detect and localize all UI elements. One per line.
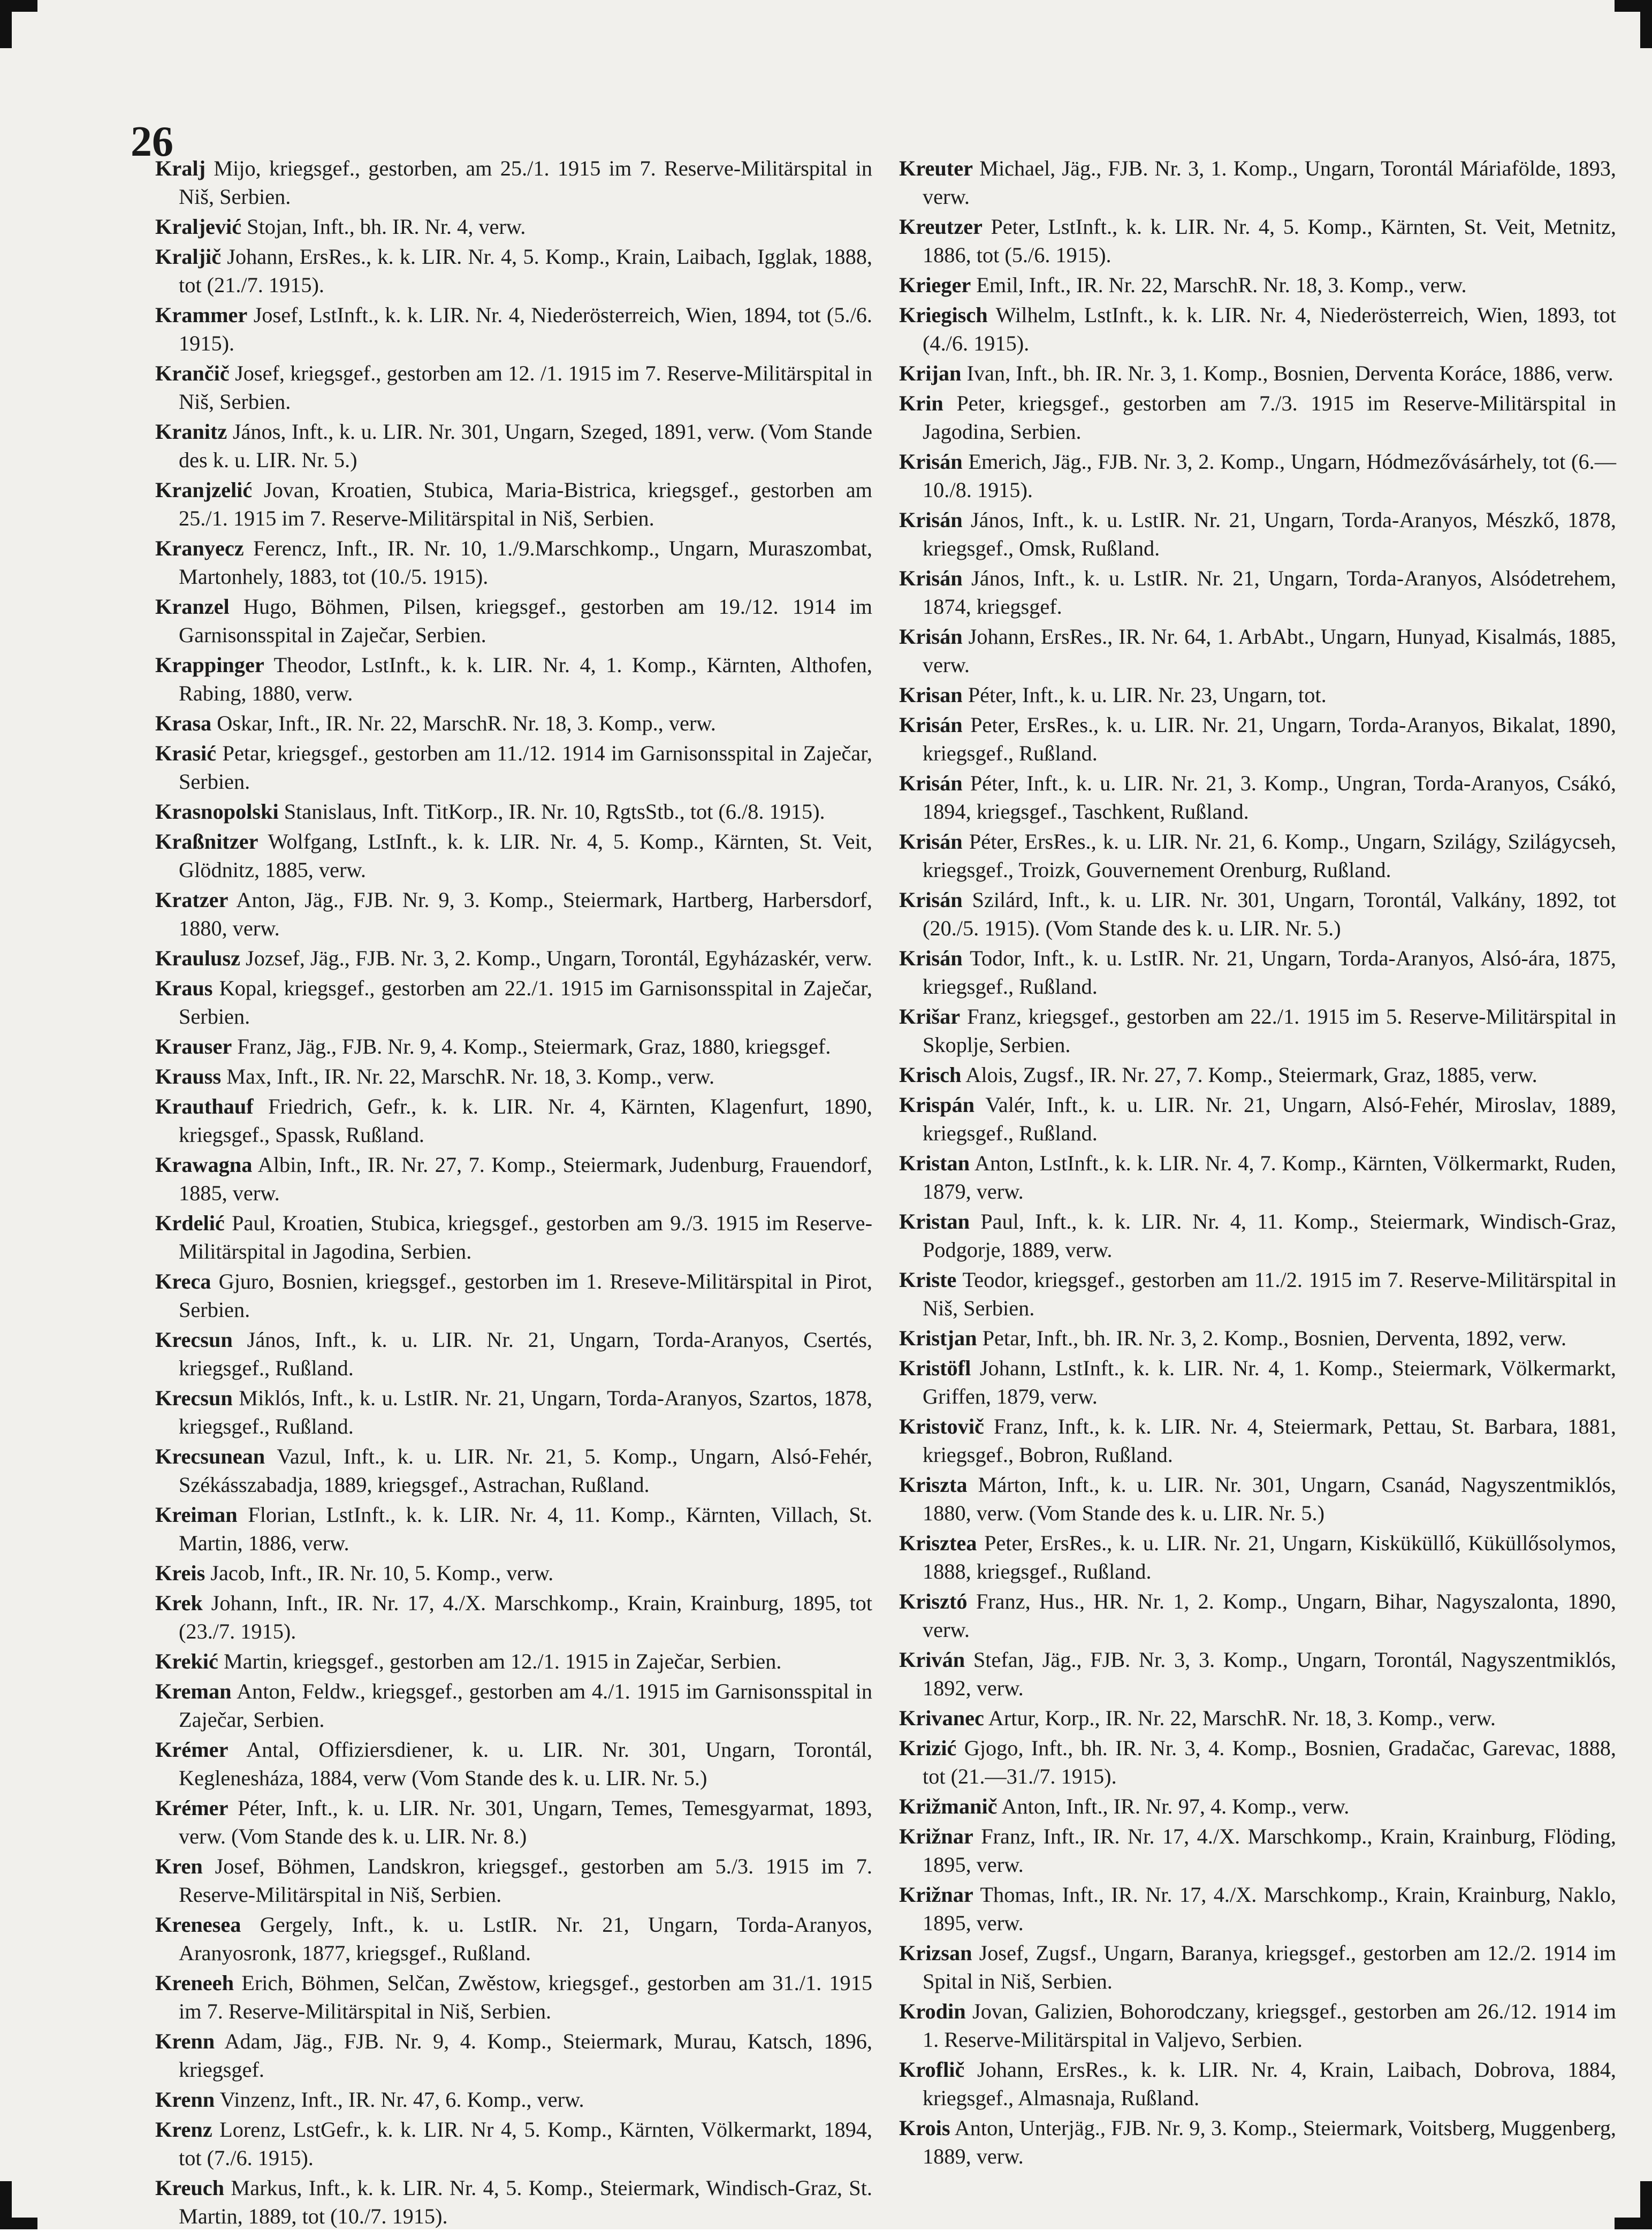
entry-details: Peter, ErsRes., k. u. LIR. Nr. 21, Ungarn, Torda-Aranyos, Bikalat, 1890, kriegsgef., Rußland. (923, 713, 1616, 765)
entry-details: Johann, Inft., IR. Nr. 17, 4./X. Marschkomp., Krain, Krainburg, 1895, tot (23./7. 1915). (179, 1591, 872, 1643)
entry-surname: Krizić (899, 1736, 957, 1760)
register-entry (155, 1442, 872, 1499)
register-entry (155, 2115, 872, 2172)
entry-surname: Krišar (899, 1004, 961, 1029)
entry-details: Johann, ErsRes., k. k. LIR. Nr. 4, Krain, Laibach, Dobrova, 1884, kriegsgef., Almasnaja, Rußland. (923, 2058, 1616, 2110)
register-entry (899, 1646, 1616, 1702)
entry-details: Gergely, Inft., k. u. LstIR. Nr. 21, Ungarn, Torda-Aranyos, Aranyosronk, 1877, kriegsgef., Rußland. (179, 1913, 872, 1965)
register-entry (155, 1151, 872, 1207)
register-entry (899, 301, 1616, 357)
register-entry (155, 1500, 872, 1557)
entry-details: Franz, Jäg., FJB. Nr. 9, 4. Komp., Steiermark, Graz, 1880, kriegsgef. (232, 1034, 831, 1058)
entry-surname: Krisán (899, 508, 963, 532)
register-entry (899, 1471, 1616, 1527)
entry-surname: Krisán (899, 624, 963, 649)
register-entry (155, 1092, 872, 1149)
entry-details: Josef, Zugsf., Ungarn, Baranya, kriegsgef., gestorben am 12./2. 1914 im Spital in Niš, Serbien. (923, 1941, 1616, 1993)
register-entry (899, 827, 1616, 884)
entry-surname: Kreuter (899, 156, 973, 180)
entry-surname: Krin (899, 391, 943, 415)
entry-details: Johann, ErsRes., IR. Nr. 64, 1. ArbAbt., Ungarn, Hunyad, Kisalmás, 1885, verw. (923, 624, 1616, 677)
crop-mark-top-left-vertical (0, 0, 12, 48)
register-entry (899, 1002, 1616, 1059)
crop-mark-bottom-right-vertical (1640, 2181, 1652, 2229)
entry-details: Friedrich, Gefr., k. k. LIR. Nr. 4, Kärnten, Klagenfurt, 1890, kriegsgef., Spassk, Rußland. (179, 1094, 872, 1147)
entry-surname: Kranyecz (155, 536, 244, 560)
entry-details: Anton, Jäg., FJB. Nr. 9, 3. Komp., Steiermark, Hartberg, Harbersdorf, 1880, verw. (179, 888, 872, 940)
entry-surname: Križnar (899, 1883, 973, 1907)
entry-surname: Kranjzelić (155, 478, 253, 502)
entry-details: Paul, Kroatien, Stubica, kriegsgef., gestorben am 9./3. 1915 im Reserve-Militärspital in Jagodina, Serbien. (179, 1211, 872, 1263)
register-entry (155, 1969, 872, 2025)
entry-surname: Kriegisch (899, 303, 988, 327)
entry-details: Johann, LstInft., k. k. LIR. Nr. 4, 1. Komp., Steiermark, Völkermarkt, Griffen, 1879, verw. (923, 1356, 1616, 1408)
entry-details: Paul, Inft., k. k. LIR. Nr. 4, 11. Komp., Steiermark, Windisch-Graz, Podgorje, 1889, verw. (923, 1209, 1616, 1262)
entry-details: Johann, ErsRes., k. k. LIR. Nr. 4, 5. Komp., Krain, Laibach, Igglak, 1888, tot (21./7. 1915). (179, 245, 872, 297)
register-entry (155, 944, 872, 972)
entry-details: Péter, Inft., k. u. LIR. Nr. 23, Ungarn, tot. (962, 683, 1327, 707)
register-entry (155, 974, 872, 1031)
register-entry (899, 1997, 1616, 2054)
register-entry (899, 212, 1616, 269)
entry-surname: Krisán (899, 450, 963, 474)
entry-surname: Kraßnitzer (155, 829, 258, 854)
entry-surname: Kroflič (899, 2058, 965, 2082)
register-entry (899, 1266, 1616, 1322)
register-entry (155, 1062, 872, 1091)
entry-surname: Krieger (899, 273, 971, 297)
register-entry (155, 1647, 872, 1675)
entry-details: Franz, Inft., IR. Nr. 17, 4./X. Marschkomp., Krain, Krainburg, Flöding, 1895, verw. (923, 1824, 1616, 1877)
entry-surname: Kralj (155, 156, 205, 180)
entry-surname: Krauser (155, 1034, 232, 1058)
entry-details: Lorenz, LstGefr., k. k. LIR. Nr 4, 5. Komp., Kärnten, Völkermarkt, 1894, tot (7./6. 1915). (179, 2117, 872, 2170)
entry-surname: Krémer (155, 1738, 229, 1762)
register-entry (155, 827, 872, 884)
entry-details: Adam, Jäg., FJB. Nr. 9, 4. Komp., Steiermark, Murau, Katsch, 1896, kriegsgef. (179, 2029, 872, 2082)
register-entry (899, 1529, 1616, 1586)
register-entry (155, 1852, 872, 1909)
right-column (899, 154, 1616, 2172)
entry-details: Vinzenz, Inft., IR. Nr. 47, 6. Komp., verw. (215, 2088, 584, 2112)
entry-surname: Krenn (155, 2088, 215, 2112)
entry-details: Albin, Inft., IR. Nr. 27, 7. Komp., Steiermark, Judenburg, Frauendorf, 1885, verw. (179, 1153, 872, 1205)
entry-surname: Kren (155, 1854, 203, 1878)
register-entry (899, 1207, 1616, 1264)
entry-details: Max, Inft., IR. Nr. 22, MarschR. Nr. 18, 3. Komp., verw. (221, 1064, 715, 1088)
entry-details: János, Inft., k. u. LIR. Nr. 21, Ungarn, Torda-Aranyos, Csertés, kriegsgef., Rußland. (179, 1328, 872, 1380)
entry-surname: Krodin (899, 1999, 966, 2023)
entry-surname: Kreutzer (899, 215, 983, 239)
register-entry (155, 301, 872, 357)
entry-surname: Krammer (155, 303, 248, 327)
entry-surname: Krasić (155, 741, 217, 765)
register-entry (899, 1792, 1616, 1820)
entry-details: Theodor, LstInft., k. k. LIR. Nr. 4, 1. Komp., Kärnten, Althofen, Rabing, 1880, verw. (179, 653, 872, 705)
register-entry (899, 1704, 1616, 1732)
register-entry (899, 1412, 1616, 1469)
entry-surname: Krecsun (155, 1386, 233, 1410)
entry-surname: Kreca (155, 1269, 211, 1293)
entry-details: Josef, kriegsgef., gestorben am 12. /1. 1915 im 7. Reserve-Militärspital in Niš, Serbien. (179, 361, 872, 414)
entry-details: Stojan, Inft., bh. IR. Nr. 4, verw. (241, 215, 526, 239)
register-entry (899, 2055, 1616, 2112)
entry-details: Markus, Inft., k. k. LIR. Nr. 4, 5. Komp., Steiermark, Windisch-Graz, St. Martin, 1889, tot (10./7. 1915). (179, 2176, 872, 2228)
register-entry (899, 681, 1616, 709)
register-entry (899, 154, 1616, 211)
register-entry (155, 212, 872, 241)
register-entry (899, 389, 1616, 446)
register-entry (155, 1910, 872, 1967)
entry-surname: Krisán (899, 888, 963, 912)
entry-details: Péter, Inft., k. u. LIR. Nr. 301, Ungarn, Temes, Temesgyarmat, 1893, verw. (Vom Stande des k. u. LIR. Nr. 8.) (179, 1796, 872, 1848)
entry-details: Peter, kriegsgef., gestorben am 7./3. 1915 im Reserve-Militärspital in Jagodina, Serbien. (923, 391, 1616, 444)
entry-surname: Kraljević (155, 215, 242, 239)
entry-surname: Krančič (155, 361, 230, 385)
register-entry (155, 1326, 872, 1382)
entry-details: Anton, Feldw., kriegsgef., gestorben am 4./1. 1915 im Garnisonsspital in Zaječar, Serbien. (179, 1679, 872, 1732)
entry-details: Franz, Hus., HR. Nr. 1, 2. Komp., Ungarn, Bihar, Nagyszalonta, 1890, verw. (923, 1589, 1616, 1642)
entry-surname: Krisztea (899, 1531, 977, 1555)
entry-surname: Kriszta (899, 1473, 968, 1497)
register-entry (155, 154, 872, 211)
register-entry (155, 1735, 872, 1792)
register-entry (899, 886, 1616, 942)
entry-details: Hugo, Böhmen, Pilsen, kriegsgef., gestorben am 19./12. 1914 im Garnisonsspital in Zaječar, Serbien. (179, 595, 872, 647)
register-entry (899, 1939, 1616, 1995)
entry-details: Péter, ErsRes., k. u. LIR. Nr. 21, 6. Komp., Ungarn, Szilágy, Szilágycseh, kriegsgef., Troizk, Gouvernement Orenburg, Rußland. (923, 829, 1616, 882)
register-entry (155, 1032, 872, 1061)
page-number: 26 (131, 118, 173, 165)
entry-surname: Kranitz (155, 420, 227, 444)
entry-details: Emerich, Jäg., FJB. Nr. 3, 2. Komp., Ungarn, Hódmezővásárhely, tot (6.—10./8. 1915). (923, 450, 1616, 502)
register-entry (155, 417, 872, 474)
entry-details: Ivan, Inft., bh. IR. Nr. 3, 1. Komp., Bosnien, Derventa Koráce, 1886, verw. (961, 361, 1613, 385)
left-column (155, 154, 872, 2232)
entry-details: János, Inft., k. u. LIR. Nr. 301, Ungarn, Szeged, 1891, verw. (Vom Stande des k. u. LIR. Nr. 5.) (179, 420, 872, 472)
entry-details: Stefan, Jäg., FJB. Nr. 3, 3. Komp., Ungarn, Torontál, Nagyszentmiklós, 1892, verw. (923, 1648, 1616, 1700)
register-entry (155, 739, 872, 796)
register-entry (155, 534, 872, 591)
entry-details: Petar, Inft., bh. IR. Nr. 3, 2. Komp., Bosnien, Derventa, 1892, verw. (977, 1326, 1567, 1350)
entry-details: Oskar, Inft., IR. Nr. 22, MarschR. Nr. 18, 3. Komp., verw. (211, 711, 716, 735)
entry-surname: Krispán (899, 1093, 975, 1117)
entry-surname: Kraulusz (155, 946, 240, 970)
register-entry (899, 1061, 1616, 1089)
register-entry (155, 359, 872, 416)
entry-surname: Krizsan (899, 1941, 972, 1965)
entry-details: Anton, Inft., IR. Nr. 97, 4. Komp., verw. (997, 1794, 1350, 1818)
entry-surname: Krisan (899, 683, 963, 707)
entry-details: Todor, Inft., k. u. LstIR. Nr. 21, Ungarn, Torda-Aranyos, Alsó-ára, 1875, kriegsgef., Rußland. (923, 946, 1616, 999)
register-entry (155, 709, 872, 737)
entry-details: Peter, LstInft., k. k. LIR. Nr. 4, 5. Komp., Kärnten, St. Veit, Metnitz, 1886, tot (5./6. 1915). (923, 215, 1616, 267)
entry-surname: Krisán (899, 566, 963, 590)
entry-surname: Krappinger (155, 653, 264, 677)
register-entry (155, 886, 872, 942)
entry-details: Jovan, Galizien, Bohorodczany, kriegsgef., gestorben am 26./12. 1914 im 1. Reserve-Militärspital in Valjevo, Serbien. (923, 1999, 1616, 2052)
register-entry (899, 769, 1616, 826)
register-entry (899, 564, 1616, 621)
entry-details: Michael, Jäg., FJB. Nr. 3, 1. Komp., Ungarn, Torontál Máriafölde, 1893, verw. (923, 156, 1616, 209)
entry-details: Gjogo, Inft., bh. IR. Nr. 3, 4. Komp., Bosnien, Gradačac, Garevac, 1888, tot (21.—31./7. 1915). (923, 1736, 1616, 1788)
entry-details: Franz, Inft., k. k. LIR. Nr. 4, Steiermark, Pettau, St. Barbara, 1881, kriegsgef., Bobron, Rußland. (923, 1414, 1616, 1467)
register-entry (899, 944, 1616, 1001)
entry-surname: Kraljič (155, 245, 222, 269)
entry-surname: Kristöfl (899, 1356, 971, 1380)
register-entry (155, 592, 872, 649)
register-entry (155, 2027, 872, 2084)
entry-details: Petar, kriegsgef., gestorben am 11./12. 1914 im Garnisonsspital in Zaječar, Serbien. (179, 741, 872, 794)
entry-surname: Krisán (899, 946, 963, 970)
entry-surname: Krek (155, 1591, 203, 1615)
register-entry (155, 1794, 872, 1850)
entry-surname: Krisán (899, 771, 963, 795)
crop-mark-bottom-left-vertical (0, 2181, 12, 2229)
entry-details: Josef, LstInft., k. k. LIR. Nr. 4, Niederösterreich, Wien, 1894, tot (5./6. 1915). (179, 303, 872, 355)
register-entry (899, 2114, 1616, 2170)
register-entry (899, 447, 1616, 504)
entry-surname: Krawagna (155, 1153, 253, 1177)
entry-details: Artur, Korp., IR. Nr. 22, MarschR. Nr. 18, 3. Komp., verw. (984, 1706, 1496, 1730)
entry-surname: Krisch (899, 1063, 962, 1087)
entry-surname: Krenn (155, 2029, 215, 2053)
entry-surname: Krenesea (155, 1913, 241, 1937)
entry-surname: Kristan (899, 1209, 970, 1233)
entry-details: Teodor, kriegsgef., gestorben am 11./2. 1915 im 7. Reserve-Militärspital in Niš, Serbien. (923, 1268, 1616, 1320)
register-entry (155, 2085, 872, 2114)
entry-details: Jozsef, Jäg., FJB. Nr. 3, 2. Komp., Ungarn, Torontál, Egyházaskér, verw. (240, 946, 872, 970)
entry-surname: Krémer (155, 1796, 229, 1820)
entry-surname: Krois (899, 2116, 950, 2140)
entry-details: Ferencz, Inft., IR. Nr. 10, 1./9.Marschkomp., Ungarn, Muraszombat, Martonhely, 1883, tot (10./5. 1915). (179, 536, 872, 589)
register-entry (155, 1677, 872, 1734)
entry-details: Anton, Unterjäg., FJB. Nr. 9, 3. Komp., Steiermark, Voitsberg, Muggenberg, 1889, verw. (923, 2116, 1616, 2168)
entry-surname: Kreiman (155, 1503, 238, 1527)
entry-surname: Krauss (155, 1064, 222, 1088)
register-entry (155, 242, 872, 299)
register-entry (899, 622, 1616, 679)
entry-details: Florian, LstInft., k. k. LIR. Nr. 4, 11. Komp., Kärnten, Villach, St. Martin, 1886, verw. (179, 1503, 872, 1555)
entry-details: Franz, kriegsgef., gestorben am 22./1. 1915 im 5. Reserve-Militärspital in Skoplje, Serbien. (923, 1004, 1616, 1057)
entry-surname: Krauthauf (155, 1094, 254, 1118)
entry-surname: Krisán (899, 829, 963, 854)
register-entry (899, 359, 1616, 387)
register-entry (155, 2174, 872, 2230)
register-entry (155, 1559, 872, 1587)
entry-details: Erich, Böhmen, Selčan, Zwěstow, kriegsgef., gestorben am 31./1. 1915 im 7. Reserve-Militärspital in Niš, Serbien. (179, 1971, 872, 2023)
entry-details: Vazul, Inft., k. u. LIR. Nr. 21, 5. Komp., Ungarn, Alsó-Fehér, Székásszabadja, 1889, kriegsgef., Astrachan, Rußland. (179, 1444, 872, 1497)
register-entry (899, 1149, 1616, 1206)
register-entry (155, 476, 872, 532)
entry-surname: Kratzer (155, 888, 229, 912)
register-entry (155, 1209, 872, 1266)
entry-details: Peter, ErsRes., k. u. LIR. Nr. 21, Ungarn, Kisküküllő, Küküllősolymos, 1888, kriegsgef., Rußland. (923, 1531, 1616, 1583)
entry-details: Anton, LstInft., k. k. LIR. Nr. 4, 7. Komp., Kärnten, Völkermarkt, Ruden, 1879, verw. (923, 1151, 1616, 1203)
register-entry (899, 711, 1616, 767)
entry-surname: Kranzel (155, 595, 230, 619)
entry-details: Mijo, kriegsgef., gestorben, am 25./1. 1915 im 7. Reserve-Militärspital in Niš, Serbien. (179, 156, 872, 209)
register-entry (899, 271, 1616, 299)
entry-details: Wolfgang, LstInft., k. k. LIR. Nr. 4, 5. Komp., Kärnten, St. Veit, Glödnitz, 1885, verw. (179, 829, 872, 882)
entry-surname: Kraus (155, 976, 213, 1000)
register-entry (899, 1880, 1616, 1937)
entry-details: Alois, Zugsf., IR. Nr. 27, 7. Komp., Steiermark, Graz, 1885, verw. (961, 1063, 1537, 1087)
entry-surname: Krenz (155, 2117, 212, 2142)
entry-details: Valér, Inft., k. u. LIR. Nr. 21, Ungarn, Alsó-Fehér, Miroslav, 1889, kriegsgef., Rußland. (923, 1093, 1616, 1145)
register-entry (899, 1822, 1616, 1879)
entry-surname: Kristovič (899, 1414, 984, 1438)
entry-details: Jacob, Inft., IR. Nr. 10, 5. Komp., verw. (205, 1561, 554, 1585)
entry-surname: Krisztó (899, 1589, 968, 1613)
register-entry (155, 797, 872, 826)
register-entry (899, 1734, 1616, 1791)
register-entry (155, 651, 872, 707)
register-entry (899, 1354, 1616, 1411)
register-entry (899, 1091, 1616, 1147)
entry-surname: Kristjan (899, 1326, 977, 1350)
entry-surname: Kreis (155, 1561, 205, 1585)
register-entry (155, 1267, 872, 1324)
entry-details: Kopal, kriegsgef., gestorben am 22./1. 1915 im Garnisonsspital in Zaječar, Serbien. (179, 976, 872, 1029)
entry-surname: Krisán (899, 713, 963, 737)
entry-details: Jovan, Kroatien, Stubica, Maria-Bistrica, kriegsgef., gestorben am 25./1. 1915 im 7. Reserve-Militärspital in Niš, Serbien. (179, 478, 872, 530)
entry-details: János, Inft., k. u. LstIR. Nr. 21, Ungarn, Torda-Aranyos, Alsódetrehem, 1874, kriegsgef. (923, 566, 1616, 619)
entry-details: Martin, kriegsgef., gestorben am 12./1. 1915 in Zaječar, Serbien. (218, 1649, 782, 1673)
register-entry (899, 1587, 1616, 1644)
entry-details: Márton, Inft., k. u. LIR. Nr. 301, Ungarn, Csanád, Nagyszentmiklós, 1880, verw. (Vom Stande des k. u. LIR. Nr. 5.) (923, 1473, 1616, 1525)
entry-details: Thomas, Inft., IR. Nr. 17, 4./X. Marschkomp., Krain, Krainburg, Naklo, 1895, verw. (923, 1883, 1616, 1935)
entry-surname: Krekić (155, 1649, 218, 1673)
entry-surname: Krecsunean (155, 1444, 265, 1468)
entry-surname: Krijan (899, 361, 962, 385)
entry-details: Miklós, Inft., k. u. LstIR. Nr. 21, Ungarn, Torda-Aranyos, Szartos, 1878, kriegsgef., Rußland. (179, 1386, 872, 1438)
entry-surname: Krivanec (899, 1706, 984, 1730)
entry-details: Stanislaus, Inft. TitKorp., IR. Nr. 10, RgtsStb., tot (6./8. 1915). (278, 799, 825, 824)
entry-surname: Križmanič (899, 1794, 998, 1818)
entry-surname: Kreneeh (155, 1971, 234, 1995)
entry-surname: Krdelić (155, 1211, 225, 1235)
entry-details: Emil, Inft., IR. Nr. 22, MarschR. Nr. 18, 3. Komp., verw. (971, 273, 1467, 297)
register-entry (899, 506, 1616, 562)
entry-details: Szilárd, Inft., k. u. LIR. Nr. 301, Ungarn, Torontál, Valkány, 1892, tot (20./5. 1915). (Vom Stande des k. u. LIR. Nr. 5.) (923, 888, 1616, 940)
entry-surname: Kriste (899, 1268, 957, 1292)
entry-details: Josef, Böhmen, Landskron, kriegsgef., gestorben am 5./3. 1915 im 7. Reserve-Militärspital in Niš, Serbien. (179, 1854, 872, 1907)
entry-details: Antal, Offiziersdiener, k. u. LIR. Nr. 301, Ungarn, Torontál, Keglenesháza, 1884, verw (Vom Stande des k. u. LIR. Nr. 5.) (179, 1738, 872, 1790)
entry-surname: Krasa (155, 711, 212, 735)
entry-surname: Krecsun (155, 1328, 233, 1352)
entry-surname: Kristan (899, 1151, 970, 1175)
entry-surname: Krasnopolski (155, 799, 279, 824)
entry-surname: Kreuch (155, 2176, 225, 2200)
entry-details: Péter, Inft., k. u. LIR. Nr. 21, 3. Komp., Ungran, Torda-Aranyos, Csákó, 1894, kriegsgef., Taschkent, Rußland. (923, 771, 1616, 824)
entry-details: Wilhelm, LstInft., k. k. LIR. Nr. 4, Niederösterreich, Wien, 1893, tot (4./6. 1915). (923, 303, 1616, 355)
crop-mark-top-right-vertical (1640, 0, 1652, 48)
register-entry (155, 1384, 872, 1441)
entry-details: János, Inft., k. u. LstIR. Nr. 21, Ungarn, Torda-Aranyos, Mészkő, 1878, kriegsgef., Omsk, Rußland. (923, 508, 1616, 560)
entry-surname: Križnar (899, 1824, 973, 1848)
register-entry (899, 1324, 1616, 1352)
entry-surname: Kreman (155, 1679, 232, 1703)
entry-details: Gjuro, Bosnien, kriegsgef., gestorben im 1. Rreseve-Militärspital in Pirot, Serbien. (179, 1269, 872, 1322)
entry-surname: Kriván (899, 1648, 965, 1672)
register-entry (155, 1589, 872, 1646)
